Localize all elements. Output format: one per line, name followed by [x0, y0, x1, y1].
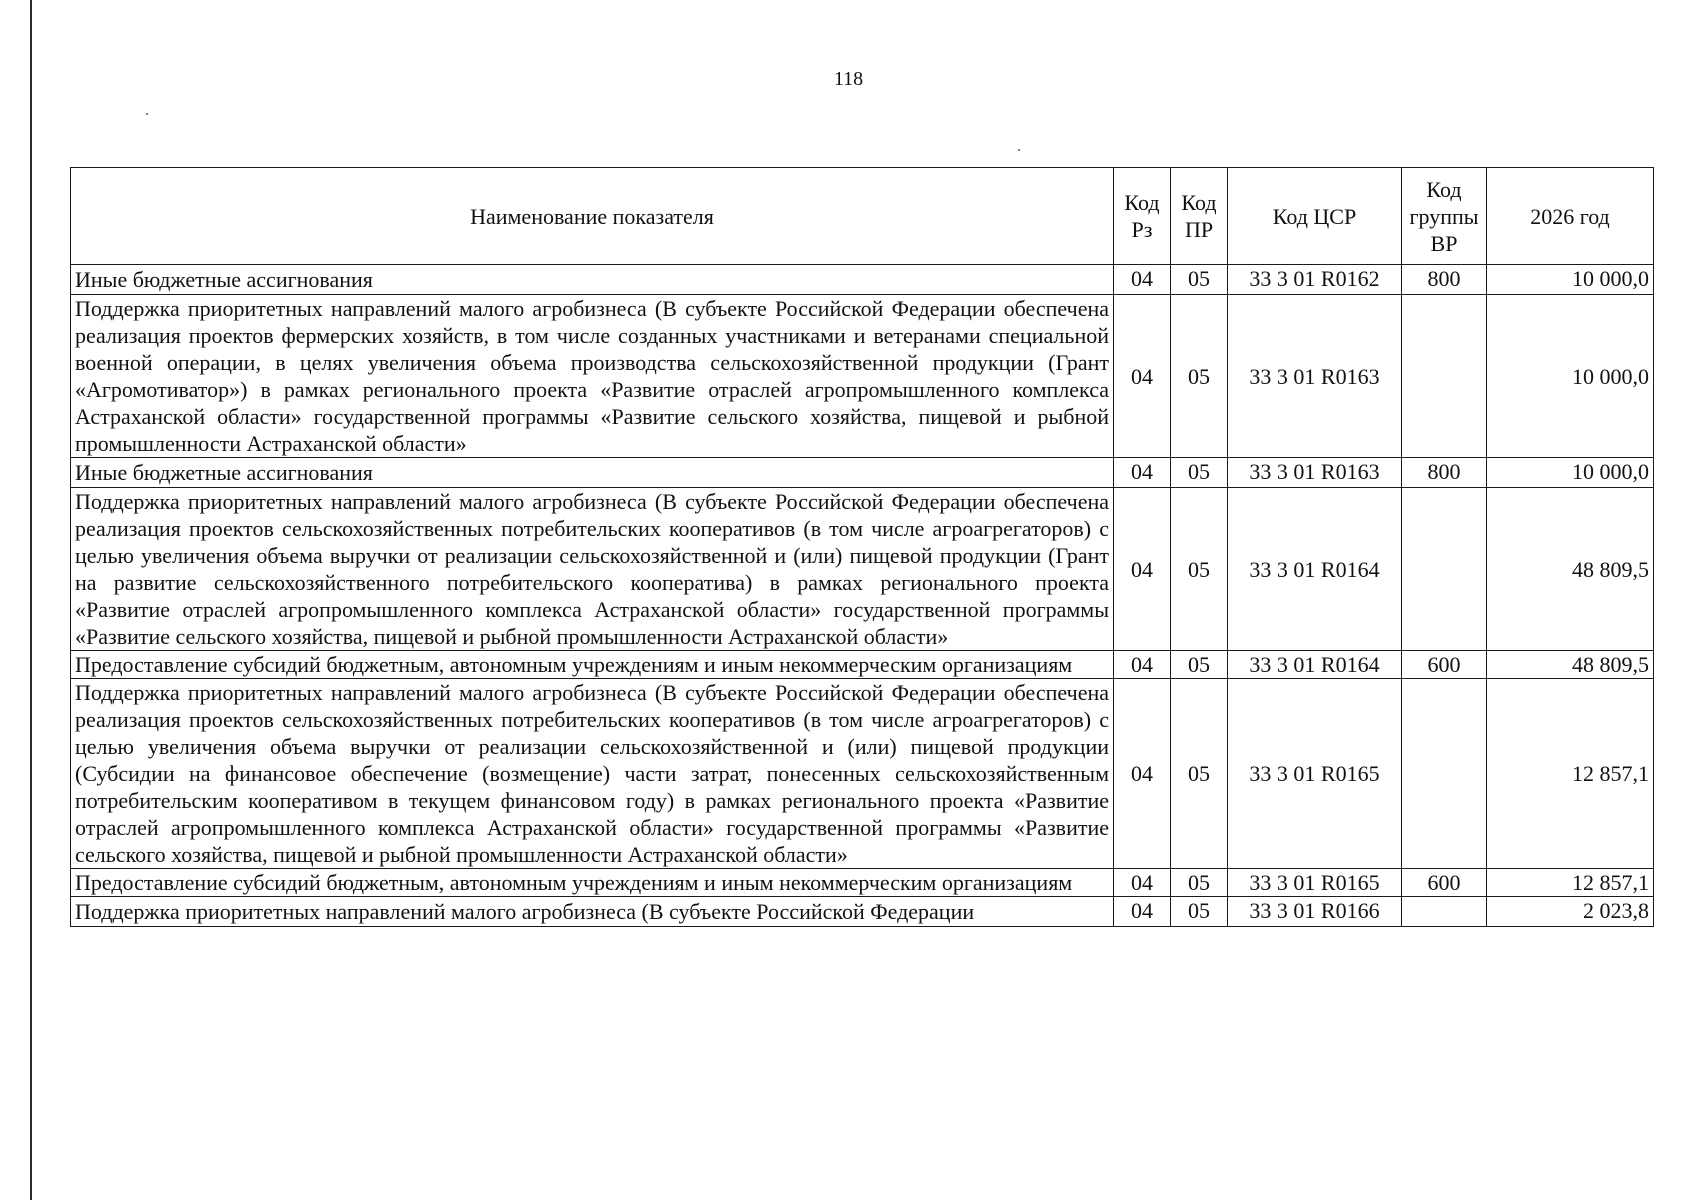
row-name: Поддержка приоритетных направлений малого агробизнеса (В субъекте Российской Федерации	[71, 897, 1114, 927]
row-name: Предоставление субсидий бюджетным, автономным учреждениям и иным некоммерческим организациям	[71, 651, 1114, 679]
row-name: Поддержка приоритетных направлений малого агробизнеса (В субъекте Российской Федерации обеспечена реализация проектов сельскохозяйственных потребительских кооперативов (в том числе агроагрегаторов) с целью увеличения объема выручки от реализации сельскохозяйственной и (или) пищевой продукции (Грант на развитие сельскохозяйственного потребительского кооператива) в рамках регионального проекта «Развитие отраслей агропромышленного комплекса Астраханской области» государственной программы «Развитие сельского хозяйства, пищевой и рыбной промышленности Астраханской области»	[71, 488, 1114, 651]
header-name: Наименование показателя	[71, 168, 1114, 265]
table-row	[71, 651, 1654, 679]
table-row	[71, 897, 1654, 927]
row-amount: 2 023,8	[1487, 897, 1654, 927]
row-vr: 600	[1402, 651, 1487, 679]
row-vr	[1402, 295, 1487, 458]
row-amount: 12 857,1	[1487, 679, 1654, 869]
row-vr	[1402, 488, 1487, 651]
row-amount: 10 000,0	[1487, 458, 1654, 488]
row-rz: 04	[1114, 679, 1171, 869]
row-csr: 33 3 01 R0166	[1228, 897, 1402, 927]
row-amount: 12 857,1	[1487, 869, 1654, 897]
row-pr: 05	[1171, 897, 1228, 927]
row-name: Иные бюджетные ассигнования	[71, 265, 1114, 295]
header-rz: Код Рз	[1114, 168, 1171, 265]
row-rz: 04	[1114, 869, 1171, 897]
page-number: 118	[833, 68, 864, 90]
row-amount: 48 809,5	[1487, 488, 1654, 651]
budget-table	[70, 167, 1654, 927]
row-amount: 10 000,0	[1487, 265, 1654, 295]
row-vr	[1402, 679, 1487, 869]
row-csr: 33 3 01 R0165	[1228, 869, 1402, 897]
header-csr: Код ЦСР	[1228, 168, 1402, 265]
row-csr: 33 3 01 R0162	[1228, 265, 1402, 295]
header-pr: Код ПР	[1171, 168, 1228, 265]
table-row	[71, 869, 1654, 897]
row-vr: 800	[1402, 265, 1487, 295]
row-amount: 10 000,0	[1487, 295, 1654, 458]
row-name: Поддержка приоритетных направлений малого агробизнеса (В субъекте Российской Федерации обеспечена реализация проектов фермерских хозяйств, в том числе созданных участниками и ветеранами специальной военной операции, в целях увеличения объема производства сельскохозяйственной продукции (Грант «Агромотиватор») в рамках регионального проекта «Развитие отраслей агропромышленного комплекса Астраханской области» государственной программы «Развитие сельского хозяйства, пищевой и рыбной промышленности Астраханской области»	[71, 295, 1114, 458]
row-rz: 04	[1114, 488, 1171, 651]
row-rz: 04	[1114, 265, 1171, 295]
row-pr: 05	[1171, 679, 1228, 869]
table-header-row	[71, 168, 1654, 265]
row-vr	[1402, 897, 1487, 927]
row-name: Иные бюджетные ассигнования	[71, 458, 1114, 488]
row-name: Предоставление субсидий бюджетным, автономным учреждениям и иным некоммерческим организациям	[71, 869, 1114, 897]
header-year: 2026 год	[1487, 168, 1654, 265]
row-pr: 05	[1171, 869, 1228, 897]
table-row	[71, 458, 1654, 488]
row-rz: 04	[1114, 651, 1171, 679]
row-rz: 04	[1114, 897, 1171, 927]
row-name: Поддержка приоритетных направлений малого агробизнеса (В субъекте Российской Федерации обеспечена реализация проектов сельскохозяйственных потребительских кооперативов (в том числе агроагрегаторов) с целью увеличения объема выручки от реализации сельскохозяйственной и (или) пищевой продукции (Субсидии на финансовое обеспечение (возмещение) части затрат, понесенных сельскохозяйственным потребительским кооперативом в текущем финансовом году) в рамках регионального проекта «Развитие отраслей агропромышленного комплекса Астраханской области» государственной программы «Развитие сельского хозяйства, пищевой и рыбной промышленности Астраханской области»	[71, 679, 1114, 869]
row-rz: 04	[1114, 458, 1171, 488]
row-csr: 33 3 01 R0164	[1228, 488, 1402, 651]
table-row	[71, 488, 1654, 651]
scan-speck	[146, 113, 148, 115]
page-margin-line	[30, 0, 32, 1200]
scan-speck	[1018, 149, 1020, 151]
row-vr: 600	[1402, 869, 1487, 897]
table-row	[71, 295, 1654, 458]
row-vr: 800	[1402, 458, 1487, 488]
row-amount: 48 809,5	[1487, 651, 1654, 679]
row-csr: 33 3 01 R0163	[1228, 458, 1402, 488]
row-rz: 04	[1114, 295, 1171, 458]
row-pr: 05	[1171, 265, 1228, 295]
row-pr: 05	[1171, 295, 1228, 458]
row-csr: 33 3 01 R0163	[1228, 295, 1402, 458]
row-pr: 05	[1171, 651, 1228, 679]
header-vr: Код группы ВР	[1402, 168, 1487, 265]
row-csr: 33 3 01 R0164	[1228, 651, 1402, 679]
table-row	[71, 265, 1654, 295]
row-pr: 05	[1171, 488, 1228, 651]
row-csr: 33 3 01 R0165	[1228, 679, 1402, 869]
row-pr: 05	[1171, 458, 1228, 488]
table-row	[71, 679, 1654, 869]
